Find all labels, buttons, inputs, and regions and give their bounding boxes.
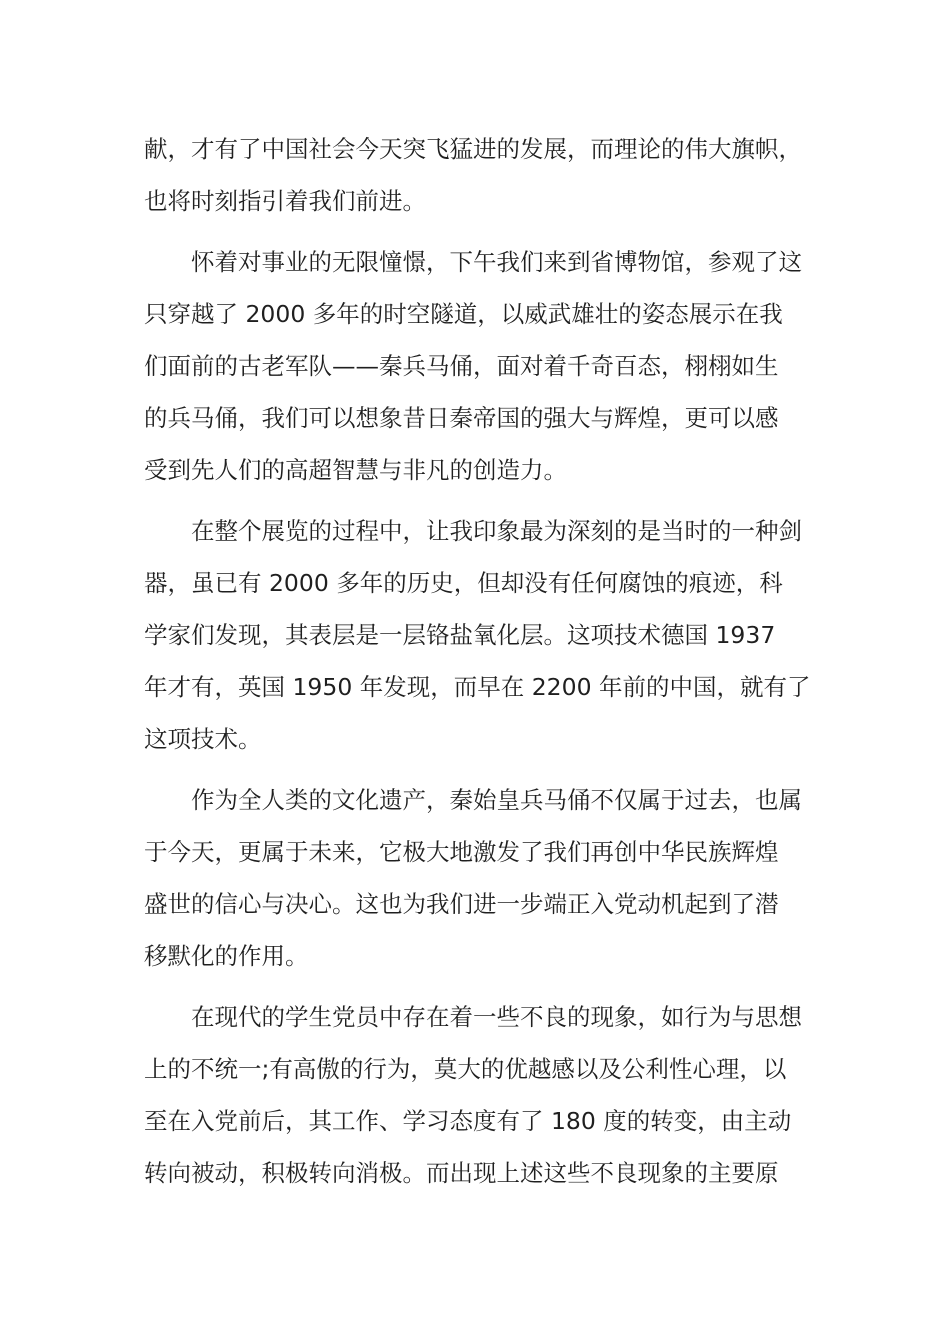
text-line: 器，虽已有 2000 多年的历史，但却没有任何腐蚀的痕迹，科 (144, 569, 783, 597)
text-line: 只穿越了 2000 多年的时空隧道，以威武雄壮的姿态展示在我 (144, 300, 783, 328)
paragraph-4 (144, 774, 810, 982)
text-line: 于今天，更属于未来，它极大地激发了我们再创中华民族辉煌 (144, 838, 779, 866)
text-line: 在整个展览的过程中，让我印象最为深刻的是当时的一种剑 (191, 517, 802, 545)
text-line: 在现代的学生党员中存在着一些不良的现象，如行为与思想 (191, 1003, 802, 1031)
paragraph-3 (144, 505, 810, 765)
text-line: 怀着对事业的无限憧憬，下午我们来到省博物馆，参观了这 (191, 248, 802, 276)
text-line: 作为全人类的文化遗产，秦始皇兵马俑不仅属于过去，也属 (191, 786, 802, 814)
text-line: 们面前的古老军队——秦兵马俑，面对着千奇百态，栩栩如生 (144, 352, 779, 380)
text-line: 学家们发现，其表层是一层铬盐氧化层。这项技术德国 1937 (144, 621, 776, 649)
document-body (144, 123, 810, 1208)
text-line: 盛世的信心与决心。这也为我们进一步端正入党动机起到了潜 (144, 890, 779, 918)
text-line: 至在入党前后，其工作、学习态度有了 180 度的转变，由主动 (144, 1107, 792, 1135)
paragraph-1 (144, 123, 810, 227)
text-line: 上的不统一;有高傲的行为，莫大的优越感以及公利性心理，以 (144, 1055, 787, 1083)
text-line: 受到先人们的高超智慧与非凡的创造力。 (144, 456, 567, 484)
text-line: 年才有，英国 1950 年发现，而早在 2200 年前的中国，就有了 (144, 673, 811, 701)
text-line: 这项技术。 (144, 725, 262, 753)
text-line: 移默化的作用。 (144, 942, 309, 970)
paragraph-2 (144, 236, 810, 496)
text-line: 的兵马俑，我们可以想象昔日秦帝国的强大与辉煌，更可以感 (144, 404, 779, 432)
text-line: 献，才有了中国社会今天突飞猛进的发展，而理论的伟大旗帜， (144, 135, 802, 163)
paragraph-5 (144, 991, 810, 1199)
text-line: 也将时刻指引着我们前进。 (144, 187, 426, 215)
text-line: 转向被动，积极转向消极。而出现上述这些不良现象的主要原 (144, 1159, 779, 1187)
